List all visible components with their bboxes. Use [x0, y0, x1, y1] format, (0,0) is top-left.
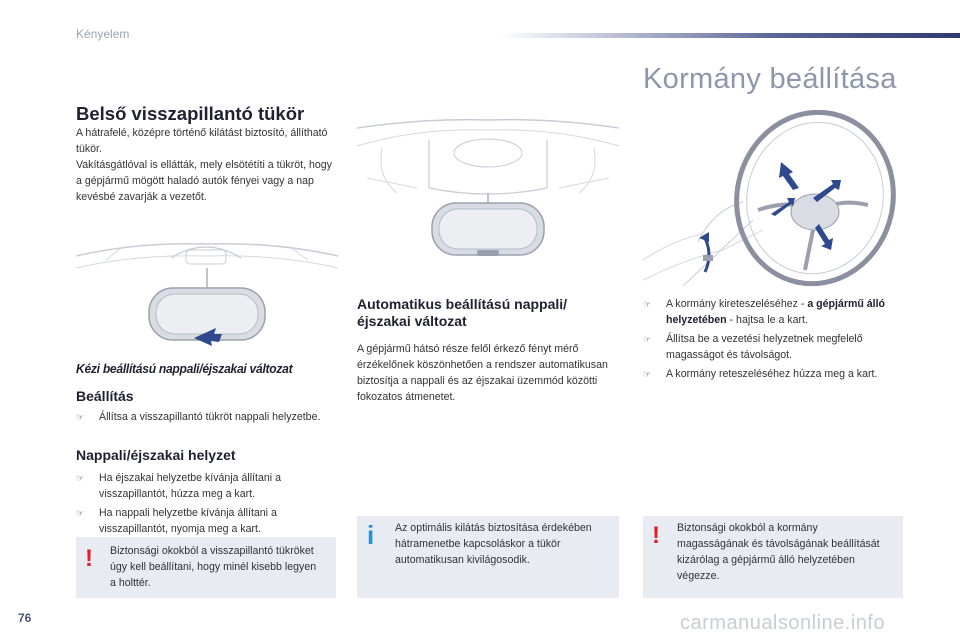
auto-text: A gépjármű hátsó része felől érkező fényt mérő érzékelőnek köszönhetően a rendszer automatikusan biztosítja a nappali és az éjszakai üzemmód közötti fokozatos átmenetet.: [357, 343, 608, 403]
setting-list: [76, 409, 321, 428]
daynight-title: Nappali/éjszakai helyzet: [76, 447, 236, 463]
list-item: ☞ A kormány reteszeléséhez húzza meg a kart.: [643, 368, 878, 380]
setting-title: Beállítás: [76, 388, 134, 404]
mirror-warning-box: [76, 537, 336, 598]
pointing-finger-icon: ☞: [76, 412, 85, 422]
section-label: Kényelem: [76, 27, 130, 41]
pointing-finger-icon: ☞: [76, 508, 85, 518]
auto-variant-title: Automatikus beállítású nappali/ éjszakai változat: [357, 296, 568, 329]
exclamation-icon: !: [85, 545, 93, 572]
page-number: 76: [18, 611, 32, 625]
mirror-title: Belső visszapillantó tükör: [76, 103, 305, 124]
steering-wheel-illustration: [643, 110, 905, 290]
list-item: ☞ A kormány kireteszeléséhez - a gépjármű álló helyzetében - hajtsa le a kart.: [643, 298, 886, 326]
watermark: carmanualsonline.info: [680, 612, 886, 634]
info-icon: i: [367, 520, 375, 550]
manual-variant-title: Kézi beállítású nappali/éjszakai változat: [76, 361, 293, 376]
mirror-warning-text: Biztonsági okokból a visszapillantó tükröket úgy kell beállítani, hogy minél kisebb legyen a holttér.: [110, 545, 317, 589]
list-item: ☞ Ha nappali helyzetbe kívánja állítani a visszapillantót, nyomja meg a kart.: [76, 507, 277, 535]
auto-mirror-illustration: [357, 118, 619, 276]
list-item: ☞ Állítsa a visszapillantó tükröt nappali helyzetbe.: [76, 411, 321, 423]
steering-list: [643, 296, 905, 385]
auto-info-text: Az optimális kilátás biztosítása érdekében hátramenetbe kapcsoláskor a tükör automatikusan kivilágosodik.: [395, 522, 592, 566]
pointing-finger-icon: ☞: [643, 334, 652, 344]
auto-info-box: [357, 516, 619, 598]
page-title: Kormány beállítása: [643, 63, 897, 95]
pointing-finger-icon: ☞: [76, 473, 85, 483]
pointing-finger-icon: ☞: [643, 299, 652, 309]
mirror-intro: A hátrafelé, középre történő kilátást biztosító, állítható tükör. Vakításgátlóval is ellátták, mely elsötétíti a tükröt, hogy a gépjármű mögött haladó autók fényei vagy a nap kevésbé zavarják a vezetőt.: [76, 127, 332, 203]
steering-warning-box: [643, 516, 903, 598]
daynight-list: [76, 470, 331, 540]
list-item: ☞ Ha éjszakai helyzetbe kívánja állítani a visszapillantót, húzza meg a kart.: [76, 472, 281, 500]
list-item: ☞ Állítsa be a vezetési helyzetnek megfelelő magasságot és távolságot.: [643, 333, 863, 361]
header-bar: [500, 33, 960, 38]
pointing-finger-icon: ☞: [643, 369, 652, 379]
exclamation-icon: !: [652, 522, 660, 549]
manual-mirror-illustration: [76, 238, 338, 358]
steering-warning-text: Biztonsági okokból a kormány magasságának és távolságának beállítását kizárólag a gépjármű álló helyzetében végezze.: [677, 522, 880, 582]
